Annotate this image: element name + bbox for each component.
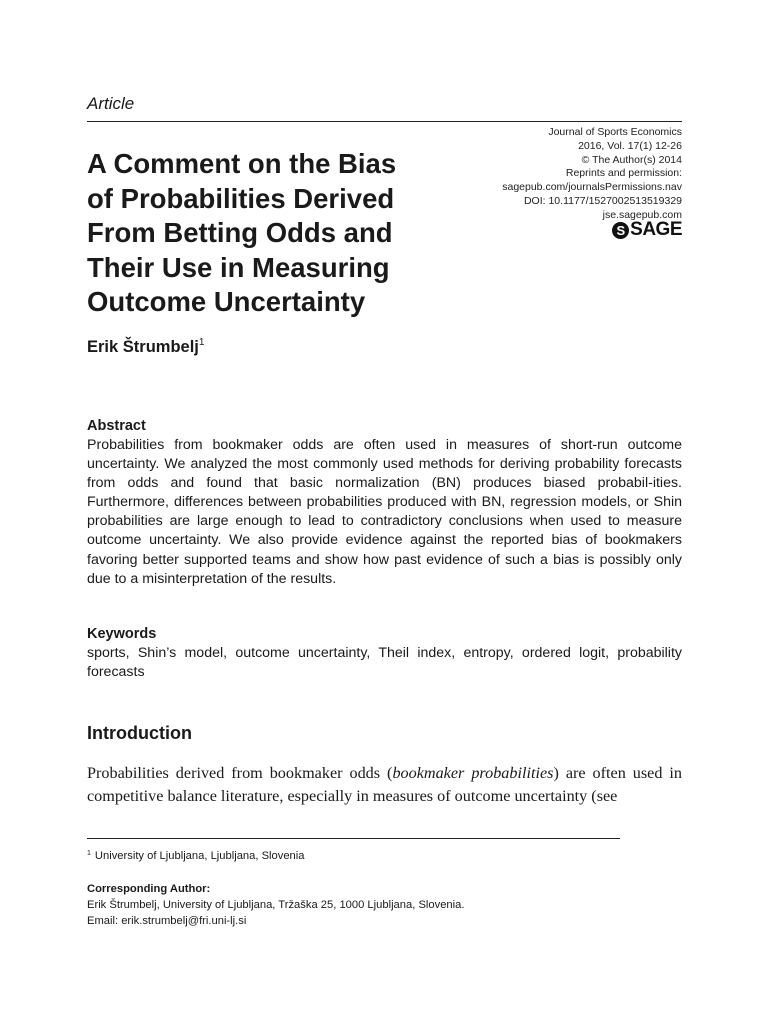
introduction-heading: Introduction <box>87 723 192 743</box>
abstract-heading: Abstract <box>87 418 146 434</box>
article-type-label: Article <box>87 94 135 113</box>
journal-volume: 2016, Vol. 17(1) 12-26 <box>578 139 682 152</box>
footnote-mark: 1 <box>87 850 91 857</box>
copyright: © The Author(s) 2014 <box>581 153 682 166</box>
title-line: From Betting Odds and <box>87 217 393 248</box>
doi[interactable]: DOI: 10.1177/1527002513519329 <box>523 194 682 207</box>
corresponding-email[interactable]: Email: erik.strumbelj@fri.uni-lj.si <box>87 915 247 927</box>
abstract-text: Probabilities from bookmaker odds are often used in measures of short-run outcome uncertainty. We analyzed the most commonly used methods for deriving probability forecasts from odds and found that basic normalization (BN) produces biased probabil-ities. Furthermore, differences between probabilities produced with BN, regression models, or Shin probabilities are large enough to lead to contradictory conclusions when used to measure outcome uncertainty. We also provide evidence against the reported bias of bookmakers favoring better supported teams and show how past evidence of such a bias is possibly only due to a misinterpretation of the results. <box>87 437 682 587</box>
permissions-link[interactable]: sagepub.com/journalsPermissions.nav <box>502 181 682 194</box>
affiliation-mark: 1 <box>198 337 205 348</box>
sage-s-icon: S <box>612 222 629 239</box>
title-line: A Comment on the Bias <box>87 148 397 179</box>
intro-text-part: Probabilities derived from bookmaker odds ( <box>87 764 393 782</box>
keywords-heading: Keywords <box>87 626 157 642</box>
header-divider <box>87 121 682 122</box>
reprints-label: Reprints and permission: <box>565 167 682 180</box>
author-name: Erik Štrumbelj <box>87 338 199 356</box>
paper-title <box>87 147 467 320</box>
sage-logo <box>612 219 682 241</box>
journal-website[interactable]: jse.sagepub.com <box>602 208 682 221</box>
sage-logo-text: SAGE <box>630 219 682 240</box>
title-line: of Probabilities Derived <box>87 182 395 214</box>
affiliation-footnote <box>87 850 305 862</box>
author-line <box>87 337 204 357</box>
intro-text-part: ) are often used in competitive balance literature, especially in measures of outcome uncertainty (see <box>87 764 682 805</box>
corresponding-address: Erik Štrumbelj, University of Ljubljana, Tržaška 25, 1000 Ljubljana, Slovenia. <box>87 899 465 911</box>
title-line: Outcome Uncertainty <box>87 286 366 317</box>
footnote-divider <box>87 838 620 839</box>
keywords-text: sports, Shin’s model, outcome uncertainty, Theil index, entropy, ordered logit, probability forecasts <box>87 645 682 680</box>
journal-metadata <box>412 126 682 223</box>
journal-name: Journal of Sports Economics <box>548 126 682 138</box>
footnote-text: University of Ljubljana, Ljubljana, Slovenia <box>94 850 305 862</box>
corresponding-author-heading: Corresponding Author: <box>87 883 211 895</box>
title-line: Their Use in Measuring <box>87 251 390 283</box>
intro-italic-term: bookmaker probabilities <box>392 764 554 782</box>
introduction-text <box>87 762 682 807</box>
